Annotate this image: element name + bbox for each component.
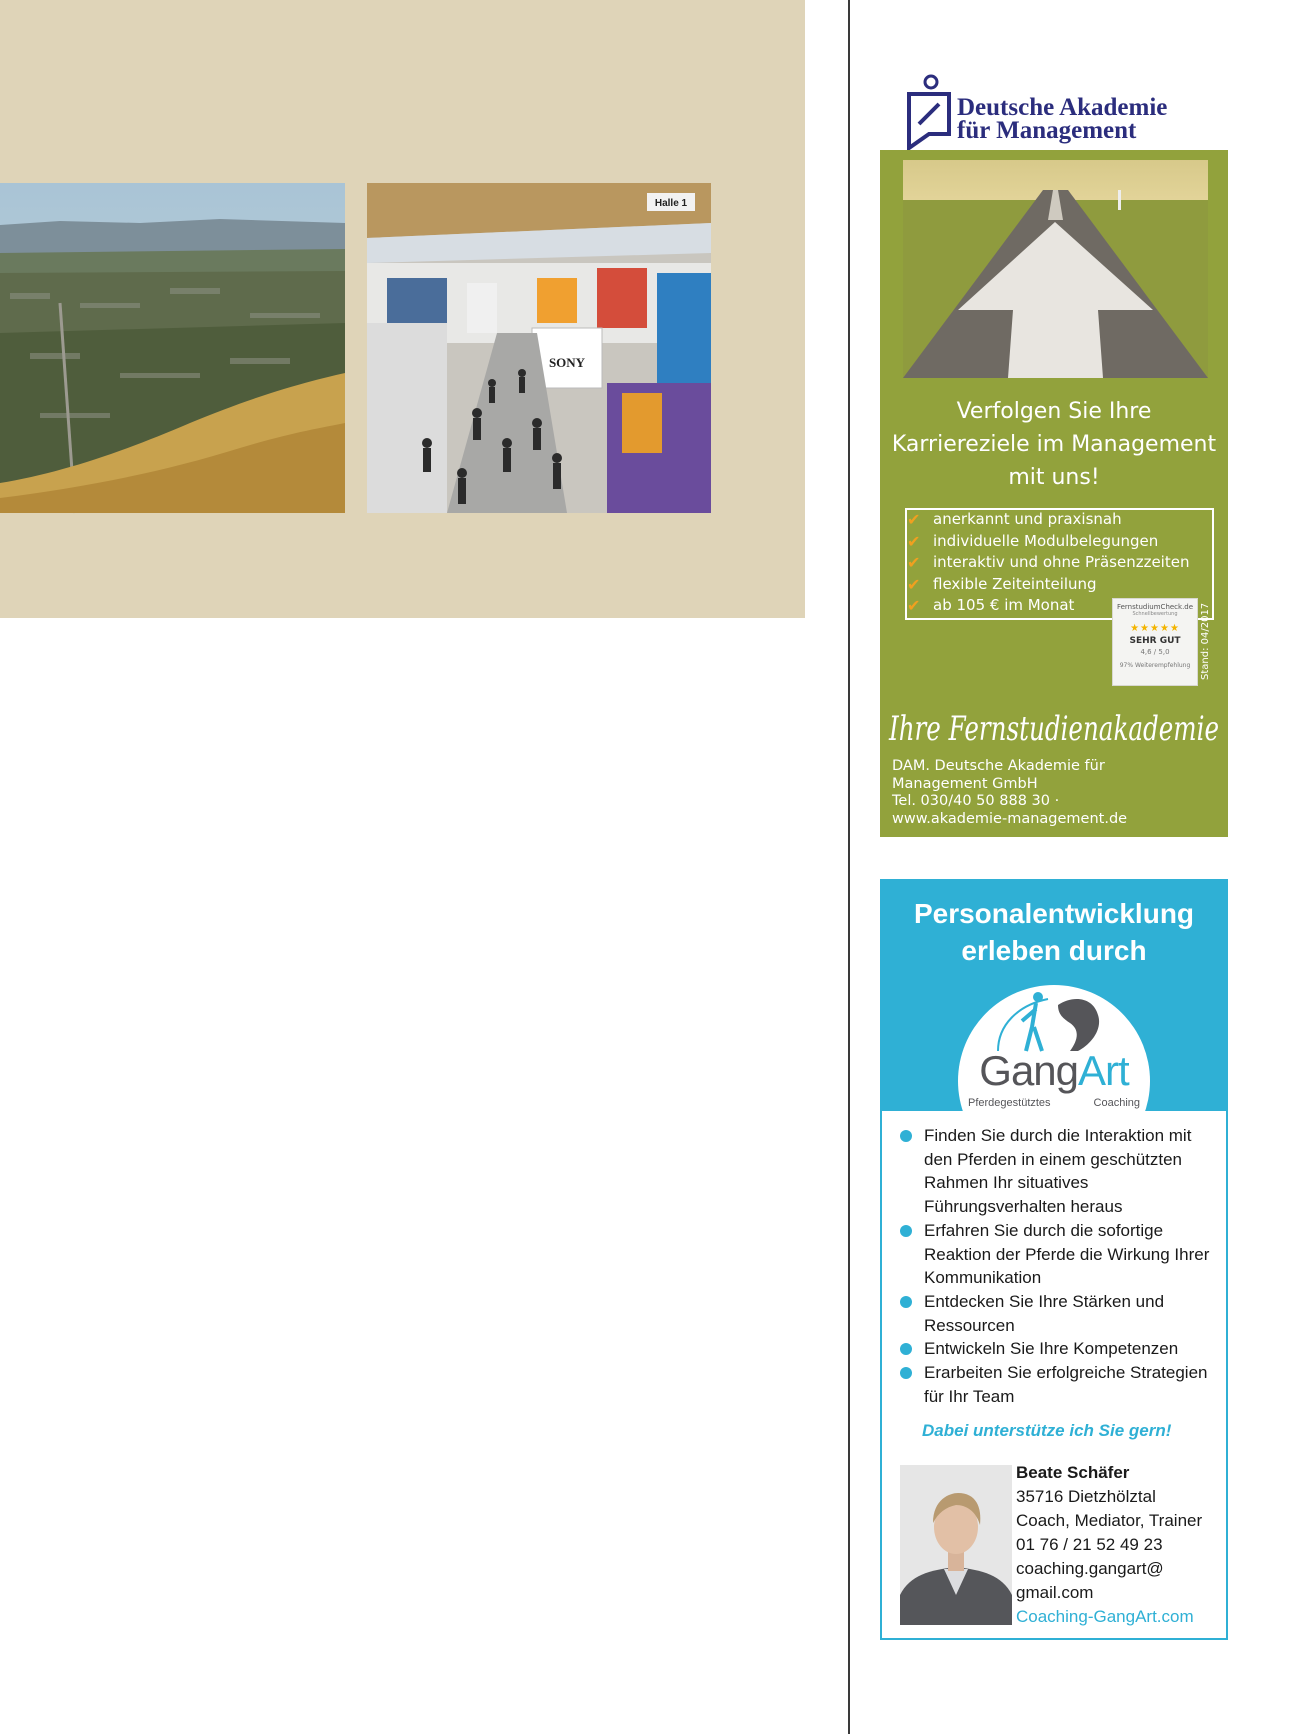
seal-recommendation: 97% Weiterempfehlung (1119, 662, 1191, 669)
sony-brand-text: SONY (548, 355, 586, 370)
trade-fair-photo (367, 183, 711, 513)
dam-feature-item (907, 574, 1189, 596)
gangart-bullet-item (900, 1290, 1220, 1337)
dam-logo-mark (905, 74, 953, 150)
contact-email-line1[interactable]: coaching.gangart@ (1016, 1559, 1164, 1578)
dam-feature-item (907, 552, 1189, 574)
check-icon: ✔ (907, 531, 921, 551)
column-divider (848, 0, 850, 1734)
dam-feature-item (907, 509, 1189, 531)
gangart-bullet-item (900, 1361, 1220, 1408)
check-icon: ✔ (907, 510, 921, 529)
seal-stars-icon: ★★★★★ (1130, 623, 1180, 634)
bullet-dot-icon (900, 1343, 912, 1355)
beige-panel (0, 0, 805, 618)
rating-seal (1112, 598, 1198, 686)
bullet-dot-icon (900, 1296, 912, 1308)
dam-contact-line: Tel. 030/40 50 888 30 · (892, 793, 1060, 809)
gangart-logo (958, 985, 1150, 1115)
dam-logo-line1: Deutsche Akademie (957, 94, 1168, 121)
contact-phone: 01 76 / 21 52 49 23 (1016, 1535, 1163, 1554)
contact-city: 35716 Dietzhölztal (1016, 1487, 1156, 1506)
seal-score: 4,6 / 5,0 (1140, 648, 1170, 656)
seal-subtitle: Schnellbewertung (1132, 611, 1178, 617)
dam-feature-text: flexible Zeiteinteilung (933, 574, 1097, 593)
landscape-photo (0, 183, 345, 513)
dam-feature-item (907, 531, 1189, 553)
check-icon: ✔ (907, 574, 921, 594)
dam-headline-line2: Karriereziele im Management (891, 432, 1217, 457)
script-tagline (880, 688, 1228, 768)
portrait-photo (900, 1465, 1012, 1625)
gangart-logo-gang: Gang (979, 1047, 1079, 1094)
dam-headline-line3: mit uns! (1008, 465, 1100, 490)
contact-role: Coach, Mediator, Trainer (1016, 1511, 1203, 1530)
dam-feature-text: individuelle Modulbelegungen (933, 531, 1159, 550)
gangart-logo-sub-a: Pferdegestütztes (968, 1097, 1051, 1109)
horse-and-rider-icon (958, 985, 1150, 1055)
road-arrow-photo (903, 160, 1208, 378)
dam-feature-text: ab 105 € im Monat (933, 596, 1075, 614)
check-icon: ✔ (907, 553, 921, 572)
dam-feature-text: interaktiv und ohne Präsenzzeiten (933, 553, 1190, 571)
gangart-bullet-text: Entdecken Sie Ihre Stärken und Ressourcen (924, 1291, 1165, 1335)
contact-email-line2[interactable]: gmail.com (1016, 1583, 1094, 1602)
hall-sign-text: Halle 1 (654, 198, 688, 209)
gangart-headline-line2: erleben durch (961, 935, 1147, 966)
gangart-bullet-item (900, 1124, 1220, 1219)
contact-name: Beate Schäfer (1016, 1463, 1130, 1482)
gangart-tagline: Dabei unterstütze ich Sie gern! (922, 1421, 1172, 1440)
dam-contact-line: Management GmbH (892, 775, 1038, 792)
gangart-bullet-text: Finden Sie durch die Interaktion mit den Pferden in einem geschützten Rahmen Ihr situatives Führungsverhalten heraus (924, 1126, 1192, 1217)
dam-logo-line2: für Management (957, 117, 1137, 144)
gangart-headline-line1: Personalentwicklung (913, 898, 1195, 929)
gangart-ad (880, 879, 1228, 1640)
gangart-bullet-text: Erarbeiten Sie erfolgreiche Strategien für Ihr Team (924, 1363, 1208, 1406)
dam-ad (880, 150, 1228, 837)
gangart-contact (1016, 1461, 1202, 1629)
dam-website[interactable]: www.akademie-management.de (892, 810, 1128, 827)
gangart-bullet-item (900, 1219, 1220, 1290)
dam-contact (892, 758, 1127, 828)
contact-website-link[interactable]: Coaching-GangArt.com (1016, 1607, 1194, 1626)
dam-contact-line: DAM. Deutsche Akademie für (892, 758, 1105, 774)
seal-title: FernstudiumCheck.de (1116, 603, 1194, 611)
dam-headline-line1: Verfolgen Sie Ihre (956, 399, 1152, 424)
stand-date: Stand: 04/2017 (1200, 602, 1211, 680)
bullet-dot-icon (900, 1130, 912, 1142)
gangart-bullet-text: Erfahren Sie durch die sofortige Reaktion der Pferde die Wirkung Ihrer Kommunikation (924, 1220, 1210, 1288)
gangart-logo-sub-b: Coaching (1093, 1097, 1140, 1109)
dam-logo (905, 74, 1225, 150)
bullet-dot-icon (900, 1367, 912, 1379)
gangart-bullet-list (900, 1124, 1220, 1408)
bullet-dot-icon (900, 1225, 912, 1237)
dam-feature-text: anerkannt und praxisnah (933, 510, 1122, 528)
check-icon: ✔ (907, 596, 921, 615)
gangart-bullet-text: Entwickeln Sie Ihre Kompetenzen (924, 1339, 1179, 1359)
gangart-logo-art: Art (1078, 1047, 1129, 1094)
script-tagline-text: Ihre Fernstudienakademie (888, 709, 1219, 749)
seal-grade: SEHR GUT (1129, 636, 1181, 646)
gangart-bullet-item (900, 1337, 1220, 1361)
